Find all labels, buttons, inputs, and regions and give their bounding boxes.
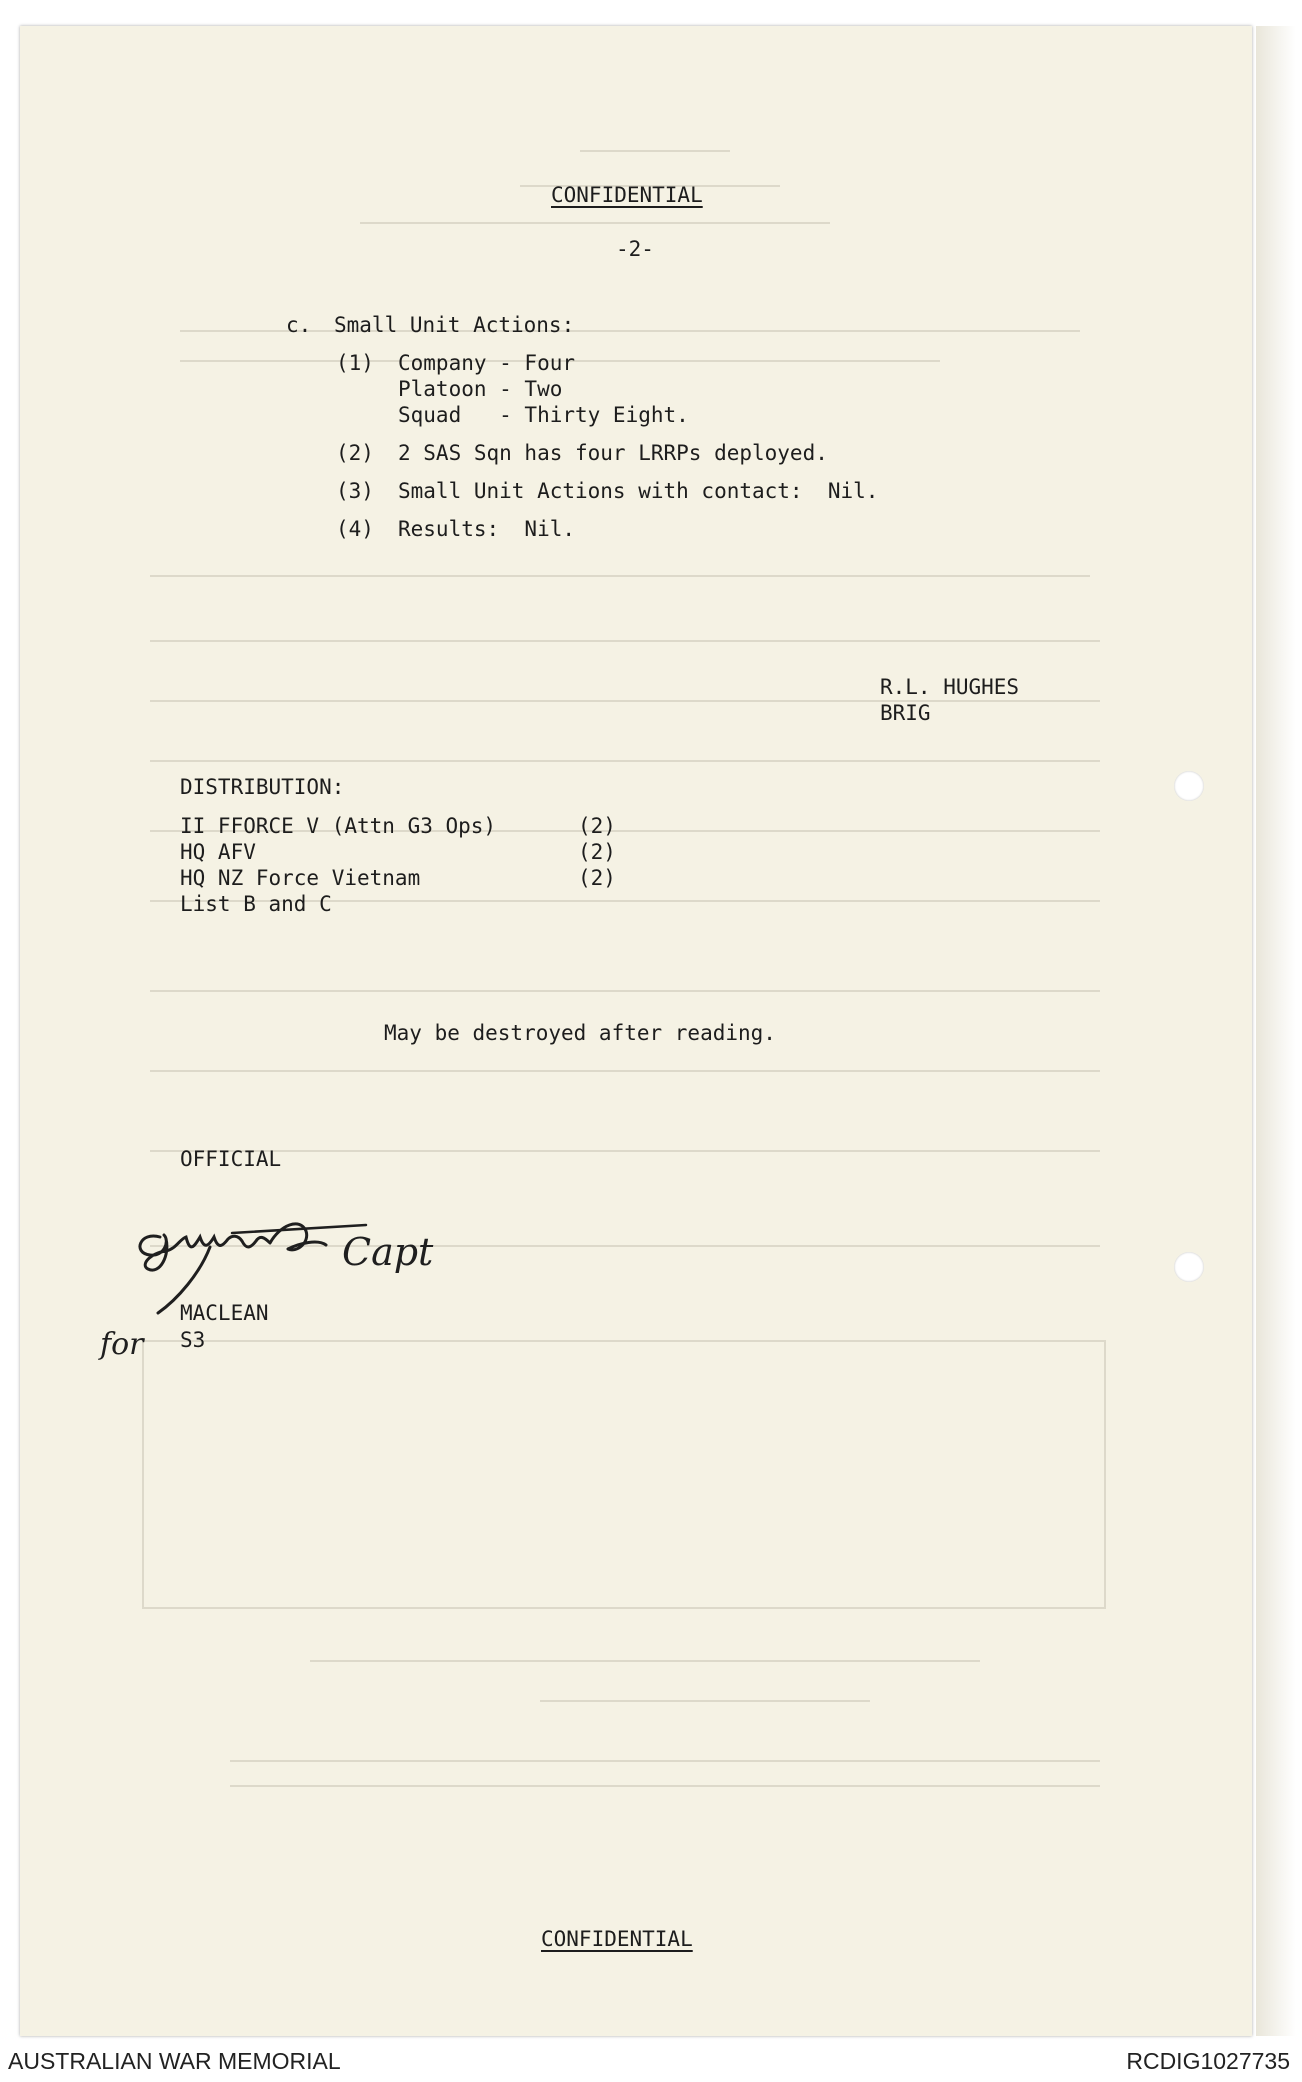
signature-capt-text: Capt	[342, 1230, 434, 1274]
distribution-recipient: HQ NZ Force Vietnam	[180, 866, 421, 890]
show-through-line	[150, 700, 1100, 702]
item-number: (3)	[336, 479, 374, 503]
page-number: -2-	[616, 237, 654, 261]
section-label: c.	[286, 313, 312, 337]
classification-footer: CONFIDENTIAL	[541, 1927, 693, 1951]
distribution-recipient: List B and C	[180, 892, 332, 916]
show-through-line	[150, 1150, 1100, 1152]
item-line: Platoon - Two	[398, 377, 563, 401]
classification-header: CONFIDENTIAL	[551, 183, 703, 207]
footer-record-id: RCDIG1027735	[1126, 2048, 1290, 2074]
destruction-note: May be destroyed after reading.	[384, 1021, 776, 1045]
show-through-line	[360, 222, 830, 224]
show-through-line	[230, 1785, 1100, 1787]
item-number: (2)	[336, 441, 374, 465]
show-through-table	[142, 1340, 1106, 1609]
distribution-recipient: II FFORCE V (Attn G3 Ops)	[180, 814, 497, 838]
show-through-line	[230, 1760, 1100, 1762]
distribution-copies: (2)	[578, 814, 616, 838]
show-through-line	[310, 1660, 980, 1662]
official-name: MACLEAN	[180, 1301, 269, 1325]
show-through-line	[150, 760, 1100, 762]
item-line: Small Unit Actions with contact: Nil.	[398, 479, 879, 503]
show-through-line	[150, 990, 1100, 992]
show-through-line	[540, 1700, 870, 1702]
punch-hole-lower	[1174, 1252, 1204, 1282]
punch-hole-upper	[1174, 771, 1204, 801]
handwritten-signature	[120, 1195, 450, 1315]
distribution-copies: (2)	[578, 840, 616, 864]
show-through-line	[150, 640, 1100, 642]
item-line: Squad - Thirty Eight.	[398, 403, 689, 427]
item-number: (4)	[336, 517, 374, 541]
show-through-line	[580, 150, 730, 152]
item-line: Company - Four	[398, 351, 576, 375]
show-through-line	[150, 575, 1090, 577]
show-through-line	[150, 1070, 1100, 1072]
distribution-recipient: HQ AFV	[180, 840, 256, 864]
item-number: (1)	[336, 351, 374, 375]
for-mark-text: for	[100, 1327, 144, 1362]
official-label: OFFICIAL	[180, 1147, 282, 1171]
distribution-heading: DISTRIBUTION:	[180, 775, 345, 799]
item-line: 2 SAS Sqn has four LRRPs deployed.	[398, 441, 828, 465]
distribution-copies: (2)	[578, 866, 616, 890]
official-appointment: S3	[180, 1328, 206, 1352]
signatory-rank: BRIG	[880, 701, 931, 725]
signatory-name: R.L. HUGHES	[880, 675, 1020, 699]
footer-archive-name: AUSTRALIAN WAR MEMORIAL	[8, 2048, 341, 2074]
item-line: Results: Nil.	[398, 517, 576, 541]
for-mark	[96, 1326, 156, 1366]
section-title: Small Unit Actions:	[334, 313, 575, 337]
page-edge	[1256, 26, 1296, 2036]
show-through-line	[180, 330, 1080, 332]
